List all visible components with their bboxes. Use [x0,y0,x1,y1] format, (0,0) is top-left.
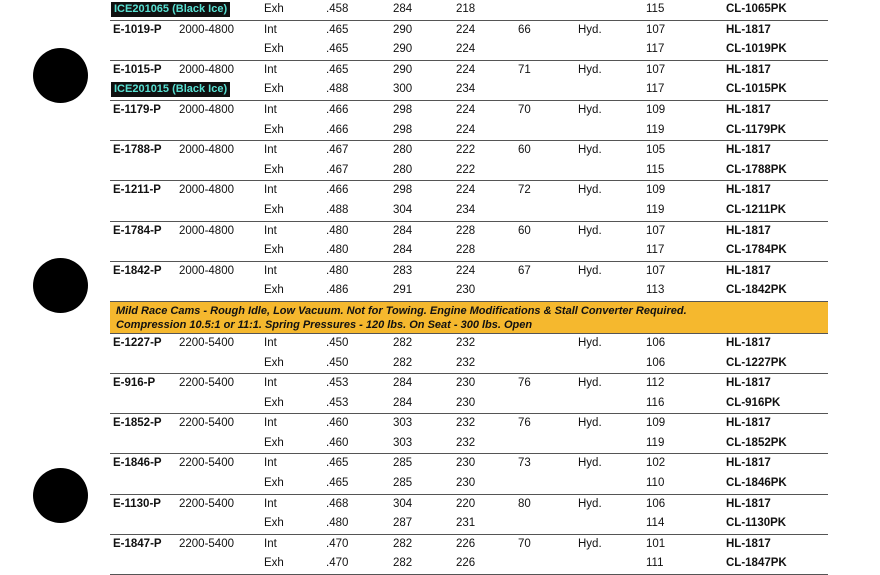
cell-kit: CL-1784PK [726,244,787,257]
cell-adv: 117 [646,83,665,96]
cell-lift: .470 [326,557,349,570]
cell-kit: CL-1227PK [726,356,787,369]
cell-lift: .480 [326,264,349,277]
cell-lift: .467 [326,144,349,157]
cell-kit: CL-1211PK [726,203,787,216]
cell-duration: 291 [393,284,413,297]
cell-type: Hyd. [578,377,602,390]
cell-dur50: 234 [456,83,476,96]
cam-section-mild-race [110,334,828,575]
cell-rpm: 2200-5400 [179,457,234,470]
cell-lift: .486 [326,284,349,297]
cell-dur50: 224 [456,123,476,136]
cell-duration: 290 [393,63,413,76]
cell-valve: Exh [264,284,284,297]
table-row [110,454,828,474]
table-row [110,535,828,555]
cell-part: E-1019-P [113,23,162,36]
table-row [110,354,828,375]
cell-valve: Int [264,23,277,36]
cell-valve: Int [264,144,277,157]
table-row [110,374,828,394]
cell-rpm: 2000-4800 [179,264,234,277]
cell-valve: Exh [264,356,284,369]
cell-lift: .466 [326,184,349,197]
cell-kit: HL-1817 [726,497,771,510]
cell-lift: .480 [326,517,349,530]
cell-lift: .465 [326,477,349,490]
cell-dur50: 232 [456,356,476,369]
cell-dur50: 222 [456,144,476,157]
cell-duration: 284 [393,377,413,390]
cell-duration: 283 [393,264,413,277]
cell-dur50: 232 [456,417,476,430]
cell-type: Hyd. [578,103,602,116]
cell-valve: Int [264,537,277,550]
cell-dur50: 230 [456,284,476,297]
table-row [110,514,828,535]
cell-lsa: 72 [518,184,531,197]
table-row [110,414,828,434]
cell-lsa: 70 [518,103,531,116]
cell-adv: 112 [646,377,665,390]
table-row [110,262,828,282]
cell-duration: 290 [393,43,413,56]
cell-lsa: 67 [518,264,531,277]
cell-type: Hyd. [578,497,602,510]
cell-part: E-1015-P [113,63,162,76]
cell-kit: CL-1847PK [726,557,787,570]
cell-duration: 290 [393,23,413,36]
cell-type: Hyd. [578,23,602,36]
cell-kit: CL-1846PK [726,477,787,490]
cell-duration: 284 [393,3,413,15]
table-row [110,121,828,142]
cell-adv: 119 [646,203,665,216]
cell-part: E-1227-P [113,336,162,349]
cell-duration: 284 [393,396,413,409]
cell-valve: Int [264,63,277,76]
table-row [110,201,828,222]
cell-lsa: 66 [518,23,531,36]
table-row [110,21,828,41]
cell-kit: CL-1179PK [726,123,787,136]
cell-lift: .460 [326,417,349,430]
cell-duration: 304 [393,203,413,216]
table-row [110,334,828,354]
cell-adv: 115 [646,3,665,15]
cell-dur50: 228 [456,244,476,257]
table-row [110,40,828,61]
table-row [110,495,828,515]
cell-lsa: 70 [518,537,531,550]
table-row [110,434,828,455]
cell-rpm: 2200-5400 [179,537,234,550]
cell-valve: Exh [264,244,284,257]
cell-adv: 107 [646,224,666,237]
cell-lsa: 73 [518,457,531,470]
cell-part: ICE201065 (Black Ice) [111,2,230,17]
table-row [110,80,828,101]
cell-dur50: 234 [456,203,476,216]
cell-dur50: 220 [456,497,476,510]
cell-duration: 298 [393,103,413,116]
cell-lift: .465 [326,63,349,76]
cell-valve: Exh [264,123,284,136]
cell-adv: 107 [646,63,666,76]
cell-type: Hyd. [578,224,602,237]
table-row [110,474,828,495]
cell-lift: .466 [326,123,349,136]
cell-adv: 109 [646,103,666,116]
banner-line-1: Mild Race Cams - Rough Idle, Low Vacuum. Not for Towing. Engine Modifications & Stall Converter Required. [116,304,687,317]
cell-kit: HL-1817 [726,224,771,237]
binder-hole-middle [33,258,88,313]
cell-valve: Exh [264,43,284,56]
cell-kit: HL-1817 [726,457,771,470]
cell-adv: 117 [646,244,665,257]
cell-kit: CL-1065PK [726,3,787,15]
cell-adv: 114 [646,517,665,530]
cell-valve: Int [264,497,277,510]
cell-type: Hyd. [578,63,602,76]
cell-valve: Int [264,417,277,430]
cell-duration: 284 [393,224,413,237]
table-row [110,222,828,242]
cell-lift: .488 [326,203,349,216]
cell-adv: 106 [646,356,666,369]
cell-adv: 101 [646,537,666,550]
table-row [110,394,828,415]
cell-lift: .480 [326,244,349,257]
cell-kit: HL-1817 [726,537,771,550]
binder-hole-bottom [33,468,88,523]
cell-valve: Exh [264,517,284,530]
cell-valve: Int [264,224,277,237]
cell-adv: 116 [646,396,665,409]
cell-type: Hyd. [578,264,602,277]
cell-duration: 303 [393,436,413,449]
cell-duration: 303 [393,417,413,430]
table-row [110,161,828,182]
cell-adv: 106 [646,336,666,349]
cell-kit: HL-1817 [726,23,771,36]
banner-line-2: Compression 10.5:1 or 11:1. Spring Pressures - 120 lbs. On Seat - 300 lbs. Open [116,318,533,331]
cell-valve: Exh [264,557,284,570]
cell-lift: .470 [326,537,349,550]
cell-rpm: 2200-5400 [179,336,234,349]
cell-duration: 287 [393,517,413,530]
cell-lift: .453 [326,396,349,409]
cell-lift: .465 [326,457,349,470]
cell-adv: 107 [646,23,666,36]
cell-kit: CL-1842PK [726,284,787,297]
cell-kit: HL-1817 [726,144,771,157]
cell-kit: HL-1817 [726,63,771,76]
cell-dur50: 230 [456,377,476,390]
cell-dur50: 228 [456,224,476,237]
table-row [110,281,828,302]
cell-lift: .460 [326,436,349,449]
cell-dur50: 231 [456,517,476,530]
cell-lift: .450 [326,336,349,349]
cell-part: E-1130-P [113,497,161,510]
cell-duration: 298 [393,123,413,136]
cell-valve: Exh [264,396,284,409]
cell-kit: HL-1817 [726,103,771,116]
cell-rpm: 2000-4800 [179,144,234,157]
cell-part: E-1847-P [113,537,162,550]
cell-rpm: 2000-4800 [179,63,234,76]
cell-duration: 280 [393,163,413,176]
cell-kit: HL-1817 [726,377,771,390]
cell-lift: .465 [326,43,349,56]
cell-lift: .480 [326,224,349,237]
cell-part: E-916-P [113,377,156,390]
cell-valve: Int [264,336,277,349]
cell-dur50: 232 [456,336,476,349]
cell-type: Hyd. [578,537,602,550]
cell-adv: 111 [646,557,664,570]
cell-valve: Exh [264,163,284,176]
cell-part: E-1211-P [113,184,161,197]
mild-race-cams-banner [110,302,828,334]
table-row [110,241,828,262]
cell-duration: 282 [393,537,413,550]
cell-valve: Exh [264,477,284,490]
cell-lift: .466 [326,103,349,116]
cell-kit: CL-1788PK [726,163,787,176]
table-row [110,101,828,121]
cell-adv: 107 [646,264,666,277]
cell-adv: 106 [646,497,666,510]
cell-dur50: 230 [456,457,476,470]
cell-valve: Int [264,457,277,470]
cell-lsa: 71 [518,63,531,76]
cell-lift: .467 [326,163,349,176]
cell-lsa: 60 [518,224,531,237]
cell-duration: 285 [393,457,413,470]
cell-dur50: 224 [456,63,476,76]
cell-dur50: 230 [456,396,476,409]
table-row [110,181,828,201]
cell-duration: 282 [393,557,413,570]
cell-rpm: 2000-4800 [179,224,234,237]
cell-adv: 117 [646,43,665,56]
cell-duration: 298 [393,184,413,197]
cell-kit: CL-1015PK [726,83,787,96]
cell-adv: 119 [646,436,665,449]
cell-lsa: 76 [518,417,531,430]
cell-dur50: 226 [456,557,476,570]
cell-rpm: 2000-4800 [179,103,234,116]
cell-rpm: 2200-5400 [179,497,234,510]
cell-valve: Exh [264,436,284,449]
cell-dur50: 224 [456,23,476,36]
cell-adv: 105 [646,144,666,157]
cam-section-street [110,0,828,302]
cell-kit: CL-1019PK [726,43,787,56]
cam-spec-table [110,0,828,575]
cell-type: Hyd. [578,457,602,470]
cell-adv: 102 [646,457,666,470]
cell-adv: 115 [646,163,665,176]
cell-kit: CL-1852PK [726,436,787,449]
cell-type: Hyd. [578,144,602,157]
table-row [110,554,828,575]
cell-adv: 109 [646,184,666,197]
table-row [110,141,828,161]
cell-valve: Int [264,377,277,390]
cell-part: ICE201015 (Black Ice) [111,82,230,97]
cell-valve: Exh [264,203,284,216]
cell-dur50: 232 [456,436,476,449]
cell-adv: 109 [646,417,666,430]
cell-rpm: 2000-4800 [179,23,234,36]
cell-part: E-1784-P [113,224,162,237]
cell-valve: Int [264,103,277,116]
cell-lsa: 80 [518,497,531,510]
cell-duration: 300 [393,83,413,96]
cell-adv: 119 [646,123,665,136]
cell-dur50: 226 [456,537,476,550]
cell-part: E-1842-P [113,264,162,277]
cell-duration: 282 [393,356,413,369]
cell-kit: HL-1817 [726,264,771,277]
cell-part: E-1846-P [113,457,162,470]
cell-lift: .450 [326,356,349,369]
cell-lift: .458 [326,3,349,15]
cell-lsa: 60 [518,144,531,157]
cell-dur50: 222 [456,163,476,176]
cell-dur50: 224 [456,184,476,197]
cell-lift: .453 [326,377,349,390]
cell-kit: HL-1817 [726,417,771,430]
cell-part: E-1788-P [113,144,162,157]
cell-valve: Exh [264,3,284,15]
cell-part: E-1179-P [113,103,161,116]
cell-kit: CL-916PK [726,396,781,409]
cell-valve: Int [264,184,277,197]
table-row [110,0,828,21]
cell-kit: HL-1817 [726,184,771,197]
cell-adv: 113 [646,284,665,297]
cell-type: Hyd. [578,336,602,349]
cell-duration: 282 [393,336,413,349]
cell-valve: Exh [264,83,284,96]
cell-lsa: 76 [518,377,531,390]
cell-dur50: 218 [456,3,476,15]
cell-rpm: 2000-4800 [179,184,234,197]
cell-dur50: 224 [456,264,476,277]
cell-dur50: 230 [456,477,476,490]
cell-kit: HL-1817 [726,336,771,349]
binder-hole-top [33,48,88,103]
cell-dur50: 224 [456,43,476,56]
cell-duration: 304 [393,497,413,510]
cell-rpm: 2200-5400 [179,377,234,390]
cell-lift: .488 [326,83,349,96]
cell-lift: .468 [326,497,349,510]
cell-adv: 110 [646,477,665,490]
table-row [110,61,828,81]
cell-part: E-1852-P [113,417,162,430]
cell-lift: .465 [326,23,349,36]
cell-kit: CL-1130PK [726,517,787,530]
cell-duration: 284 [393,244,413,257]
cell-type: Hyd. [578,184,602,197]
cell-type: Hyd. [578,417,602,430]
cell-rpm: 2200-5400 [179,417,234,430]
cell-duration: 280 [393,144,413,157]
cell-dur50: 224 [456,103,476,116]
cell-duration: 285 [393,477,413,490]
cell-valve: Int [264,264,277,277]
